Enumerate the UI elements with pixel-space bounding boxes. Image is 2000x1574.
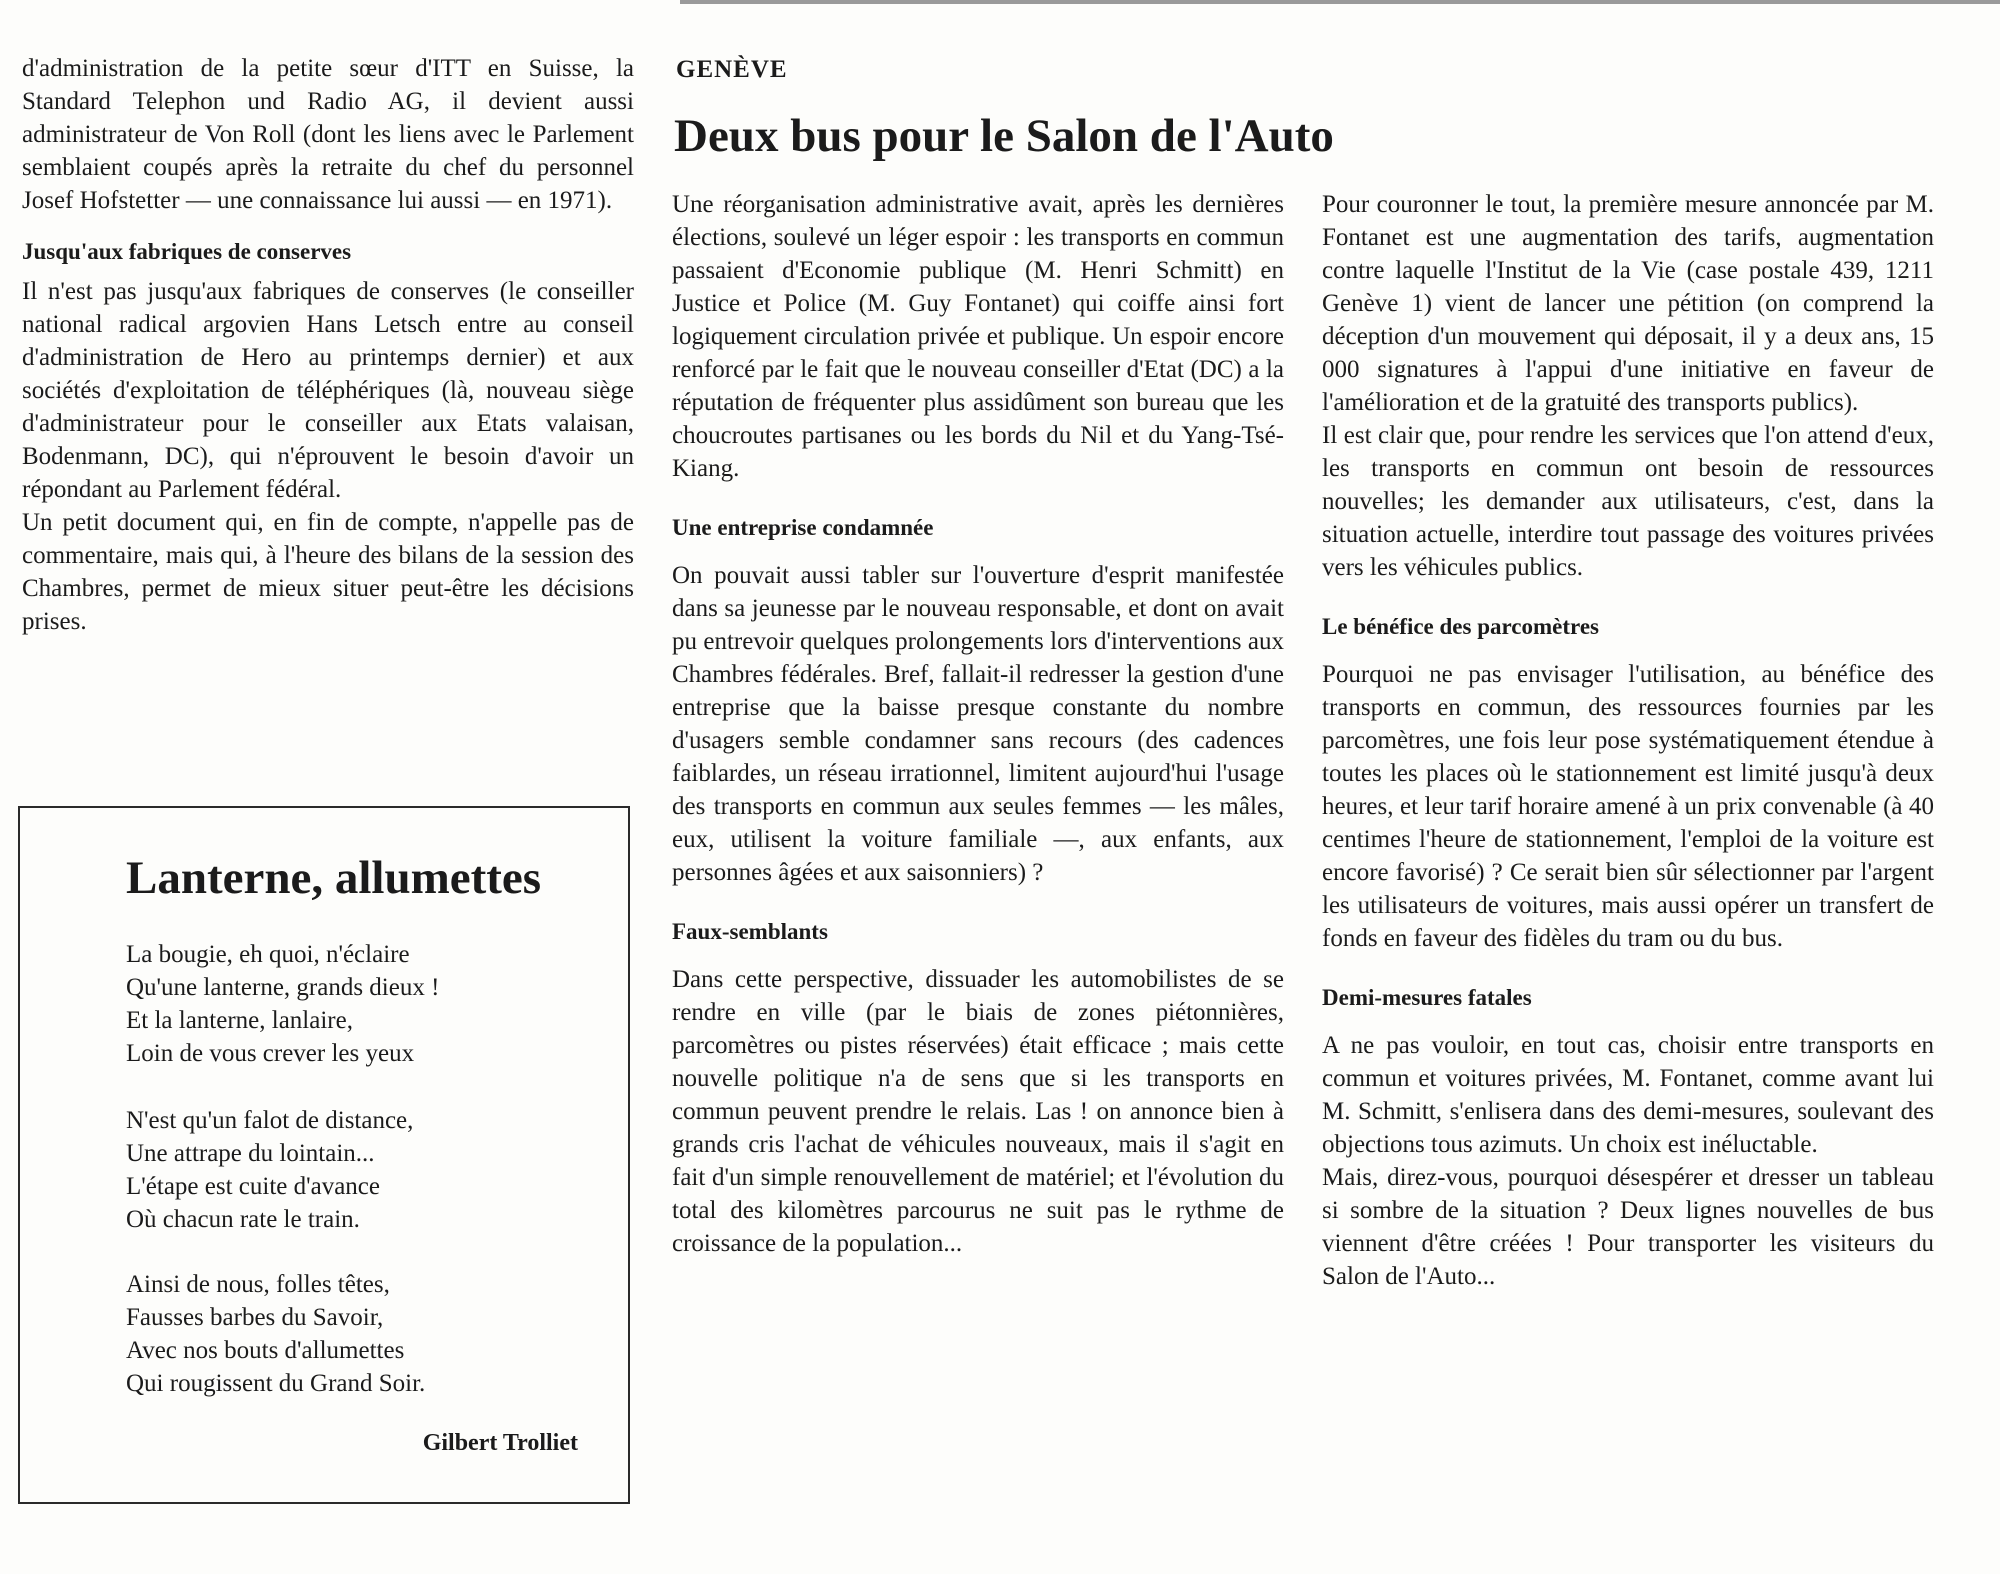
poem-line: L'étape est cuite d'avance [126,1173,381,1200]
poem-box [18,806,630,1504]
section-4-title: Demi-mesures fatales [1322,985,1532,1010]
poem-line: Fausses barbes du Savoir, [126,1304,384,1331]
poem-author: Gilbert Trolliet [422,1430,578,1456]
poem-title: Lanterne, allumettes [126,852,542,904]
left-paragraph-3: Un petit document qui, en fin de compte, n'appelle pas de commentaire, mais qui, à l'heure des bilans de la session des Chambres, permet de mieux situer peut-être les décisions prises. [22,509,634,635]
poem-line: Et la lanterne, lanlaire, [126,1007,353,1034]
section-1-title: Une entreprise condamnée [672,515,934,540]
left-paragraph-1: d'administration de la petite sœur d'ITT en Suisse, la Standard Telephon und Radio AG, il devient aussi administrateur de Von Roll (dont les liens avec le Parlement semblaient coupés après la retraite du chef du personnel Josef Hofstetter — une connaissance lui aussi — en 1971). [22,55,634,214]
section-1-text: On pouvait aussi tabler sur l'ouverture d'esprit manifestée dans sa jeunesse par le nouveau responsable, et dont on avait pu entrevoir quelques prolongements lors d'interventions aux Chambres fédérales. Bref, fallait-il redresser la gestion d'une entreprise que la baisse presque constante du nombre d'usagers semble condamner sans recours (des cadences faiblardes, un réseau irrationnel, limitent aujourd'hui l'usage des transports en commun aux seules femmes — les mâles, eux, utilisent la voiture familiale —, aux enfants, aux personnes âgées et aux saisonniers) ? [672,562,1284,886]
poem-stanza-1 [126,938,439,1070]
right-paragraph-1: Pour couronner le tout, la première mesure annoncée par M. Fontanet est une augmentation des tarifs, augmentation contre laquelle l'Institut de la Vie (case postale 439, 1211 Genève 1) vient de lancer une pétition (on comprend la déception d'un mouvement qui déposait, il y a deux ans, 15 000 signatures à l'appui d'une initiative en faveur de l'amélioration et de la gratuité des transports publics). [1322,191,1934,416]
section-2-title: Faux-semblants [672,919,828,944]
left-paragraph-2: Il n'est pas jusqu'aux fabriques de conserves (le conseiller national radical argovien Hans Letsch entre au conseil d'administration de Hero au printemps dernier) et aux sociétés d'exploitation de téléphériques (là, nouveau siège d'administrateur pour le conseiller aux Etats valaisan, Bodenmann, DC), qui n'éprouvent le besoin d'avoir un répondant au Parlement fédéral. [22,278,634,503]
right-column [1322,188,1934,1293]
section-4-text: A ne pas vouloir, en tout cas, choisir entre transports en commun et voitures privées, M. Fontanet, comme avant lui M. Schmitt, s'enlisera dans des demi-mesures, soulevant des objections tous azimuts. Un choix est inéluctable. [1322,1032,1934,1158]
right-paragraph-2: Il est clair que, pour rendre les services que l'on attend d'eux, les transports en commun ont besoin de ressources nouvelles; les demander aux utilisateurs, c'est, dans la situation actuelle, interdire tout passage des voitures privées vers les véhicules publics. [1322,422,1934,581]
closing-paragraph: Mais, direz-vous, pourquoi désespérer et dresser un tableau si sombre de la situation ? Deux lignes nouvelles de bus viennent d'être créées ! Pour transporter les visiteurs du Salon de l'Auto... [1322,1164,1934,1290]
article-kicker: GENÈVE [676,56,788,83]
poem-stanza-2 [126,1104,413,1236]
poem-stanza-3 [126,1268,425,1400]
poem-line: La bougie, eh quoi, n'éclaire [126,941,410,968]
middle-column [672,188,1284,1260]
poem-line: Qu'une lanterne, grands dieux ! [126,974,440,1001]
article-intro: Une réorganisation administrative avait, après les dernières élections, soulevé un léger espoir : les transports en commun passaient d'Economie publique (M. Henri Schmitt) en Justice et Police (M. Guy Fontanet) qui coiffe ainsi fort logiquement circulation privée et publique. Un espoir encore renforcé par le fait que le nouveau conseiller d'Etat (DC) a la réputation de fréquenter plus assidûment son bureau que les choucroutes partisanes ou les bords du Nil et du Yang-Tsé-Kiang. [672,191,1284,482]
poem-line: Qui rougissent du Grand Soir. [126,1370,426,1397]
poem-line: N'est qu'un falot de distance, [126,1107,414,1134]
section-2-text: Dans cette perspective, dissuader les automobilistes de se rendre en ville (par le biais de zones piétonnières, parcomètres ou pistes réservées) était efficace ; mais cette nouvelle politique n'a de sens que si les transports en commun peuvent prendre le relais. Las ! on annonce bien à grands cris l'achat de véhicules nouveaux, mais il s'agit en fait d'un simple renouvellement de matériel; et l'évolution du total des kilomètres parcourus ne suit pas le rythme de croissance de la population... [672,966,1284,1257]
top-rule [680,0,2000,4]
section-3-text: Pourquoi ne pas envisager l'utilisation, au bénéfice des transports en commun, des ressources fournies par les parcomètres, une fois leur pose systématiquement étendue à toutes les places où le stationnement est limité jusqu'à deux heures, et leur tarif horaire amené à un prix convenable (à 40 centimes l'heure de stationnement, l'emploi de la voiture est encore favorisé) ? Ce serait bien sûr sélectionner par l'argent les utilisateurs de voitures, mais aussi opérer un transfert de fonds en faveur des fidèles du tram ou du bus. [1322,661,1934,952]
left-subheading: Jusqu'aux fabriques de conserves [22,239,352,264]
left-column [22,52,634,638]
article-headline: Deux bus pour le Salon de l'Auto [674,110,1334,162]
poem-line: Une attrape du lointain... [126,1140,375,1167]
poem-line: Avec nos bouts d'allumettes [126,1337,405,1364]
poem-line: Ainsi de nous, folles têtes, [126,1271,390,1298]
section-3-title: Le bénéfice des parcomètres [1322,614,1599,639]
poem-line: Où chacun rate le train. [126,1206,360,1233]
poem-line: Loin de vous crever les yeux [126,1040,415,1067]
